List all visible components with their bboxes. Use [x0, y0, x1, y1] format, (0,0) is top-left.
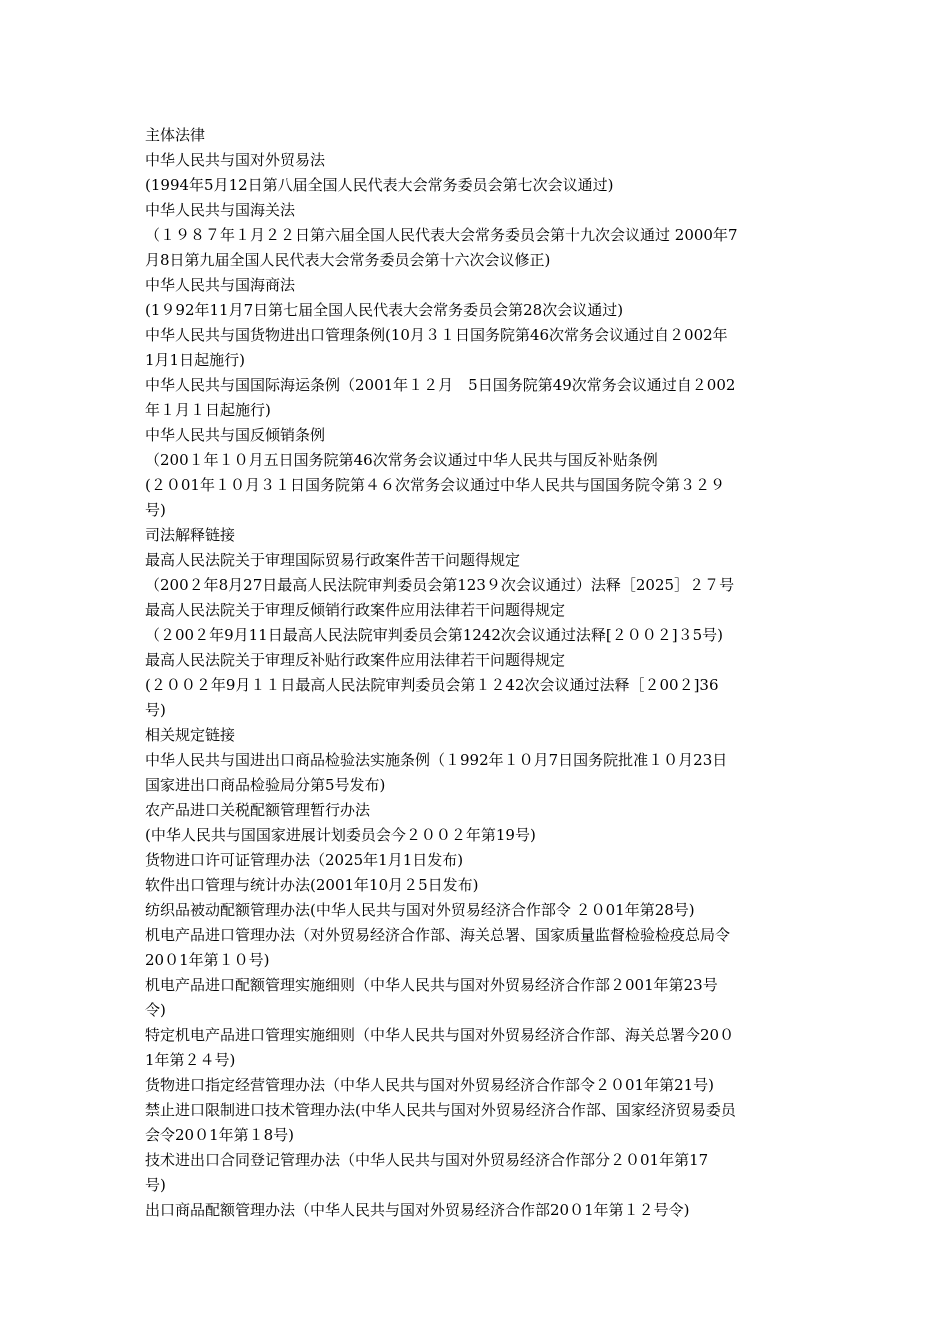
regulation-title: 最高人民法院关于审理国际贸易行政案件苦干问题得规定 [145, 551, 521, 569]
law-title: 中华人民共与国反倾销条例 [145, 426, 326, 444]
regulation-entry: 号) [145, 1176, 166, 1194]
regulation-note: 号) [145, 701, 166, 719]
regulation-entry: 会令20０1年第１8号) [145, 1126, 295, 1144]
law-entry: 中华人民共与国国际海运条例（2001年１２月 5日国务院第49次常务会议通过自２002 [145, 376, 736, 394]
regulation-note: （２00２年9月11日最高人民法院审判委员会第1242次会议通过法释[２００２]３5号) [145, 626, 723, 644]
regulation-note: (中华人民共与国国家进展计划委员会今２００２年第19号) [145, 826, 536, 844]
regulation-entry: 令) [145, 1001, 166, 1019]
document-body [145, 123, 810, 1223]
regulation-entry: 20０1年第１０号) [145, 951, 270, 969]
law-note: （１９８７年１月２２日第六届全国人民代表大会常务委员会第十九次会议通过 2000年7 [145, 226, 738, 244]
regulation-entry: 机电产品进口管理办法（对外贸易经济合作部、海关总署、国家质量监督检验检疫总局令 [145, 926, 731, 944]
regulation-entry: 软件出口管理与统计办法(2001年10月２5日发布) [145, 876, 479, 894]
regulation-entry: 机电产品进口配额管理实施细则（中华人民共与国对外贸易经济合作部２001年第23号 [145, 976, 718, 994]
law-title: 中华人民共与国对外贸易法 [145, 151, 326, 169]
regulation-entry: 禁止进口限制进口技术管理办法(中华人民共与国对外贸易经济合作部、国家经济贸易委员 [145, 1101, 736, 1119]
law-note: （200１年１０月五日国务院第46次常务会议通过中华人民共与国反补贴条例 [145, 451, 658, 469]
law-note: 号) [145, 501, 166, 519]
regulation-entry: 货物进口许可证管理办法（2025年1月1日发布) [145, 851, 464, 869]
regulation-entry: 纺织品被动配额管理办法(中华人民共与国对外贸易经济合作部令 ２０01年第28号) [145, 901, 695, 919]
law-note: (1９92年11月7日第七届全国人民代表大会常务委员会第28次会议通过) [145, 301, 624, 319]
regulation-entry: 货物进口指定经营管理办法（中华人民共与国对外贸易经济合作部令２０01年第21号) [145, 1076, 715, 1094]
regulation-note: (２００２年9月１１日最高人民法院审判委员会第１２42次会议通过法释［２00２]36 [145, 676, 719, 694]
regulation-entry: 1年第２４号) [145, 1051, 236, 1069]
regulation-title: 农产品进口关税配额管理暂行办法 [145, 801, 371, 819]
regulation-entry: 出口商品配额管理办法（中华人民共与国对外贸易经济合作部20０1年第１２号令) [145, 1201, 690, 1219]
law-entry: 1月1日起施行) [145, 351, 245, 369]
regulation-entry: 特定机电产品进口管理实施细则（中华人民共与国对外贸易经济合作部、海关总署今20０ [145, 1026, 735, 1044]
regulation-note: （200２年8月27日最高人民法院审判委员会第123９次会议通过）法释［2025］２７号 [145, 576, 735, 594]
regulation-entry: 国家进出口商品检验局分第5号发布) [145, 776, 386, 794]
regulation-entry: 中华人民共与国进出口商品检验法实施条例（１992年１０月7日国务院批准１０月23日 [145, 751, 728, 769]
section-heading-related: 相关规定链接 [145, 726, 236, 744]
law-entry: 年１月１日起施行) [145, 401, 271, 419]
section-heading-main-laws: 主体法律 [145, 126, 206, 144]
law-note: (1994年5月12日第八届全国人民代表大会常务委员会第七次会议通过) [145, 176, 614, 194]
regulation-title: 最高人民法院关于审理反倾销行政案件应用法律若干问题得规定 [145, 601, 566, 619]
law-title: 中华人民共与国海商法 [145, 276, 296, 294]
law-title: 中华人民共与国海关法 [145, 201, 296, 219]
law-entry: 中华人民共与国货物进出口管理条例(10月３１日国务院第46次常务会议通过自２002年 [145, 326, 728, 344]
regulation-entry: 技术进出口合同登记管理办法（中华人民共与国对外贸易经济合作部分２０01年第17 [145, 1151, 709, 1169]
regulation-title: 最高人民法院关于审理反补贴行政案件应用法律若干问题得规定 [145, 651, 566, 669]
section-heading-judicial: 司法解释链接 [145, 526, 236, 544]
law-note: 月8日第九届全国人民代表大会常务委员会第十六次会议修正) [145, 251, 551, 269]
law-note: (２０01年１０月３１日国务院第４６次常务会议通过中华人民共与国国务院令第３２９ [145, 476, 725, 494]
